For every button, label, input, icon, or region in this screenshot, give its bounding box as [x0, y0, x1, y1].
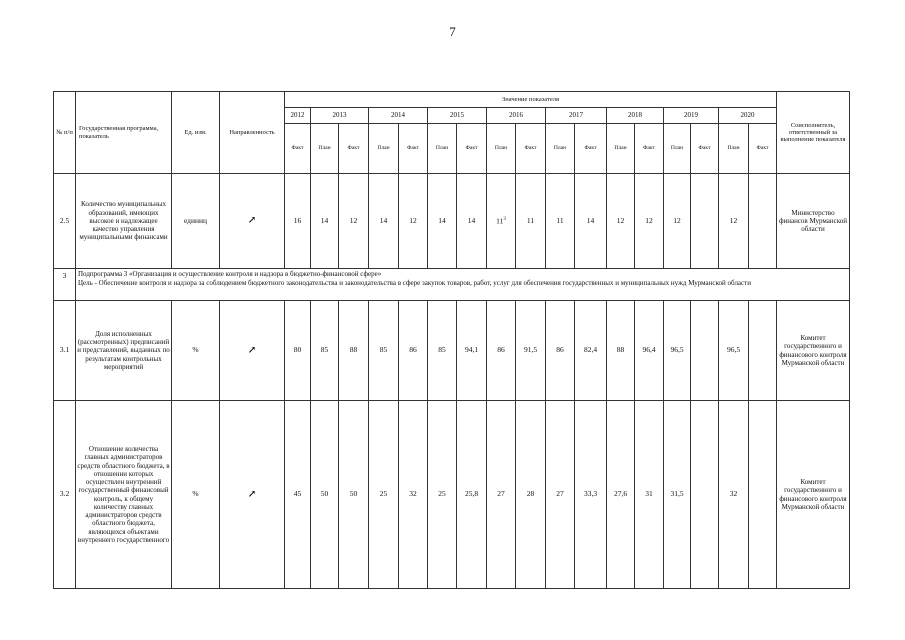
year-2013: 2013: [311, 108, 369, 124]
row-num: 3.1: [54, 301, 76, 401]
sub-fact: Факт: [575, 124, 607, 174]
value-cell: 31,5: [664, 401, 691, 589]
sub-fact: Факт: [285, 124, 311, 174]
value-cell: [487, 174, 516, 269]
year-2012: 2012: [285, 108, 311, 124]
indicator-name: Отношение количества главных администраторов средств областного бюджета, в отношении которых осуществлен внутренний государственный финансовый контроль, к общему количеству главных администраторов средств областного бюджета, являющихся объектами внутреннего государственного: [76, 401, 172, 589]
indicator-name: Количество муниципальных образований, имеющих высокое и надлежащее качество управления муниципальными финансами: [76, 174, 172, 269]
sub-plan: План: [546, 124, 575, 174]
value-cell: 50: [339, 401, 369, 589]
value-cell: [749, 401, 777, 589]
unit-cell: %: [172, 401, 220, 589]
value-cell: 16: [285, 174, 311, 269]
header-executor: Соисполнитель, ответственный за выполнение показателя: [777, 92, 850, 174]
sub-plan: План: [428, 124, 457, 174]
page-number: 7: [449, 24, 456, 39]
indicator-name: Доля исполненных (рассмотренных) предписаний и представлений, выданных по результатам контрольных мероприятий: [76, 301, 172, 401]
sub-fact: Факт: [399, 124, 428, 174]
sub-fact: Факт: [516, 124, 546, 174]
table-row: [54, 301, 850, 401]
value-cell: 14: [457, 174, 487, 269]
value-cell: 50: [311, 401, 339, 589]
value-cell: 32: [399, 401, 428, 589]
value-cell: 96,5: [719, 301, 749, 401]
sub-plan: План: [664, 124, 691, 174]
value-cell: 12: [635, 174, 664, 269]
year-2014: 2014: [369, 108, 428, 124]
value-cell: 28: [516, 401, 546, 589]
value-cell: 85: [428, 301, 457, 401]
year-2016: 2016: [487, 108, 546, 124]
value-cell: [749, 301, 777, 401]
value-text: 11: [496, 216, 504, 226]
value-cell: 88: [339, 301, 369, 401]
executor-cell: Министерство финансов Мурманской области: [777, 174, 850, 269]
subprogram-goal: Цель - Обеспечение контроля и надзора за соблюдением бюджетного законодательства и законодательства в сфере закупок товаров, работ, услуг для обеспечения государственных и муниципальных нужд Мурманской области: [78, 278, 751, 287]
header-direction: Направленность: [220, 92, 285, 174]
value-cell: 33,3: [575, 401, 607, 589]
header-program: Государственная программа, показатель: [76, 92, 172, 174]
value-cell: 91,5: [516, 301, 546, 401]
value-cell: [749, 174, 777, 269]
sub-fact: Факт: [339, 124, 369, 174]
value-cell: 14: [428, 174, 457, 269]
header-value: Значение показателя: [285, 92, 777, 108]
subprogram-num: 3: [54, 269, 76, 301]
sub-fact: Факт: [457, 124, 487, 174]
row-num: 3.2: [54, 401, 76, 589]
footnote-marker: 3: [503, 216, 506, 222]
value-cell: 14: [575, 174, 607, 269]
row-num: 2.5: [54, 174, 76, 269]
value-cell: 12: [607, 174, 635, 269]
year-2018: 2018: [607, 108, 664, 124]
value-cell: 88: [607, 301, 635, 401]
year-2019: 2019: [664, 108, 719, 124]
direction-arrow-icon: ↗: [220, 301, 285, 401]
value-cell: 14: [311, 174, 339, 269]
value-cell: 45: [285, 401, 311, 589]
unit-cell: %: [172, 301, 220, 401]
subprogram-row: [54, 269, 850, 301]
sub-plan: План: [369, 124, 399, 174]
value-cell: 25: [369, 401, 399, 589]
executor-cell: Комитет государственного и финансового контроля Мурманской области: [777, 401, 850, 589]
value-cell: 96,5: [664, 301, 691, 401]
direction-arrow-icon: ↗: [220, 174, 285, 269]
sub-fact: Факт: [691, 124, 719, 174]
table-row: [54, 174, 850, 269]
subprogram-title: Подпрограмма 3 «Организация и осуществление контроля и надзора в бюджетно-финансовой сфере»: [78, 270, 382, 278]
value-cell: 12: [719, 174, 749, 269]
year-2017: 2017: [546, 108, 607, 124]
value-cell: 27: [546, 401, 575, 589]
subprogram-text: [76, 269, 850, 301]
value-cell: 86: [546, 301, 575, 401]
value-cell: 31: [635, 401, 664, 589]
value-cell: 11: [546, 174, 575, 269]
value-cell: 94,1: [457, 301, 487, 401]
value-cell: 82,4: [575, 301, 607, 401]
indicators-table: [53, 91, 850, 589]
sub-fact: Факт: [749, 124, 777, 174]
year-2020: 2020: [719, 108, 777, 124]
value-cell: 86: [487, 301, 516, 401]
value-cell: [691, 401, 719, 589]
value-cell: 32: [719, 401, 749, 589]
value-cell: 14: [369, 174, 399, 269]
sub-plan: План: [719, 124, 749, 174]
value-cell: 27,6: [607, 401, 635, 589]
value-cell: 25: [428, 401, 457, 589]
value-cell: [691, 174, 719, 269]
value-cell: 85: [311, 301, 339, 401]
value-cell: 12: [339, 174, 369, 269]
sub-fact: Факт: [635, 124, 664, 174]
value-cell: 25,8: [457, 401, 487, 589]
value-cell: 11: [516, 174, 546, 269]
header-unit: Ед. изм.: [172, 92, 220, 174]
value-cell: 80: [285, 301, 311, 401]
table-row: [54, 401, 850, 589]
direction-arrow-icon: ↗: [220, 401, 285, 589]
value-cell: 12: [399, 174, 428, 269]
value-cell: 12: [664, 174, 691, 269]
value-cell: 27: [487, 401, 516, 589]
sub-plan: План: [311, 124, 339, 174]
value-cell: [691, 301, 719, 401]
sub-plan: План: [487, 124, 516, 174]
year-2015: 2015: [428, 108, 487, 124]
header-num: № п/п: [54, 92, 76, 174]
unit-cell: единиц: [172, 174, 220, 269]
sub-plan: План: [607, 124, 635, 174]
value-cell: 85: [369, 301, 399, 401]
executor-cell: Комитет государственного и финансового контроля Мурманской области: [777, 301, 850, 401]
value-cell: 96,4: [635, 301, 664, 401]
value-cell: 86: [399, 301, 428, 401]
